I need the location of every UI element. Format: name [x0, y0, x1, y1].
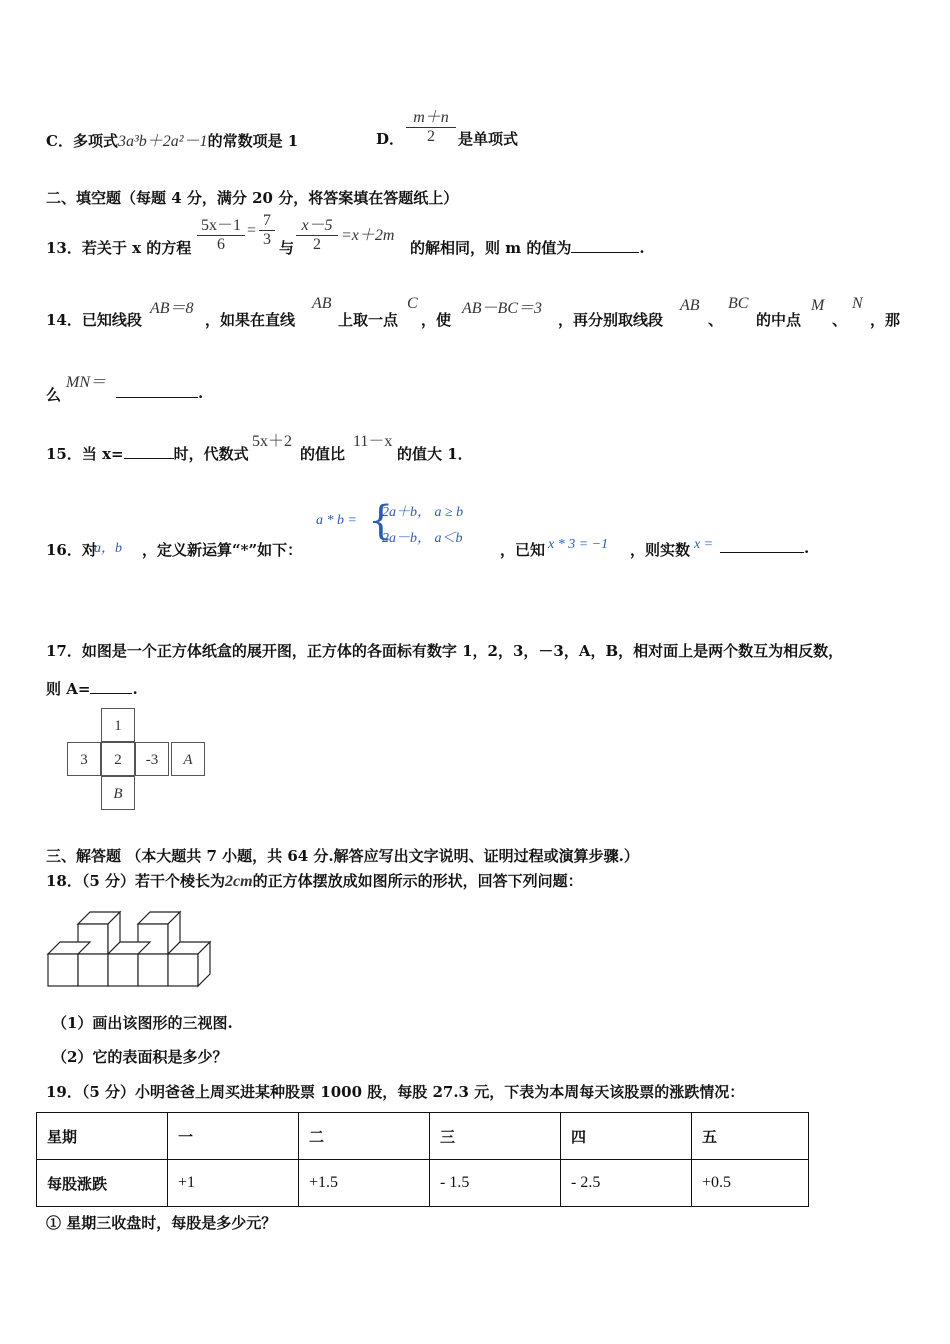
stock-change-table — [36, 1112, 809, 1207]
q16-m2: x * 3 = −1 — [548, 537, 609, 552]
section3-title: 三、解答题 （本大题共 7 小题，共 64 分.解答应写出文字说明、证明过程或演算步骤.） — [46, 847, 639, 865]
q14-m3: C — [407, 295, 418, 312]
q15-answer-blank[interactable] — [124, 458, 174, 459]
q13-prefix: 13．若关于 x 的方程 — [46, 239, 192, 257]
q18-p2: 的正方体摆放成如图所示的形状，回答下列问题： — [252, 872, 583, 890]
q14-m8: N — [852, 295, 863, 312]
q15-p4: 的值大 1． — [397, 445, 473, 463]
q14-p9: ，那 — [870, 311, 901, 329]
q17-line2end: . — [132, 680, 138, 698]
q16-answer-blank[interactable] — [720, 552, 804, 553]
q18-p1: 18．（5 分）若干个棱长为 — [46, 872, 226, 890]
q12-d-denominator: 2 — [427, 128, 435, 145]
q16-p1: 16．对 — [46, 541, 97, 559]
table-header-cell: 二 — [299, 1113, 430, 1160]
table-cell: - 2.5 — [561, 1160, 692, 1207]
q15-line — [46, 443, 249, 464]
q18-intro — [46, 870, 583, 891]
q13-f2-numerator: 7 — [259, 212, 275, 231]
table-cell: +1.5 — [299, 1160, 430, 1207]
q13-fraction-1 — [197, 212, 245, 254]
q14-p6: 、 — [708, 311, 724, 329]
net-cell-1: 3 — [67, 742, 101, 776]
q18-sub2: （2）它的表面积是多少？ — [52, 1048, 228, 1066]
table-header-cell: 三 — [430, 1113, 561, 1160]
q19-intro: 19．（5 分）小明爸爸上周买进某种股票 1000 股，每股 27.3 元，下表为本周每天该股票的涨跌情况： — [46, 1083, 745, 1101]
table-header-cell: 一 — [168, 1113, 299, 1160]
net-cell-bottom: B — [101, 776, 135, 810]
q14-l2end: . — [198, 384, 204, 402]
q12-c-expression: 3a³b＋2a²－1 — [117, 133, 208, 150]
q16-case1: 2a＋b， a ≥ b — [382, 505, 464, 520]
q13-f2-denominator: 3 — [263, 231, 271, 248]
net-cell-4: A — [171, 742, 205, 776]
q14-m2: AB — [312, 295, 332, 312]
table-row — [37, 1160, 809, 1207]
net-cell-2: 2 — [101, 742, 135, 776]
q13-f3-numerator: x－5 — [296, 212, 338, 236]
q14-m5: AB — [680, 297, 700, 314]
q14-answer-blank[interactable] — [116, 397, 198, 398]
q14-p3: 上取一点 — [338, 311, 399, 329]
q18-m1: 2cm — [225, 873, 253, 890]
q13-suffix-line — [410, 237, 645, 258]
table-cell: +0.5 — [692, 1160, 809, 1207]
q18-sub1: （1）画出该图形的三视图. — [52, 1014, 233, 1032]
cube-net-figure — [67, 706, 209, 812]
q16-m1: a，b — [94, 541, 122, 556]
q13-end: . — [639, 239, 645, 257]
q13-f1-denominator: 6 — [217, 236, 225, 253]
q13-f1-numerator: 5x－1 — [197, 212, 245, 236]
q12-option-c — [46, 128, 298, 151]
q15-p2: 时，代数式 — [173, 445, 249, 463]
q14-line2-tail — [116, 384, 203, 402]
q12-d-tail: 是单项式 — [458, 130, 519, 148]
q16-brace-icon: { — [368, 498, 394, 544]
q14-p2: ，如果在直线 — [205, 311, 296, 329]
q15-p3: 的值比 — [300, 445, 346, 463]
q12-c-tail: 的常数项是 1 — [207, 132, 299, 150]
q14-p1: 14．已知线段 — [46, 311, 142, 329]
q16-p2: ，定义新运算“*”如下： — [142, 541, 303, 559]
q16-p4: ，则实数 — [630, 541, 691, 559]
q14-p5: ，再分别取线段 — [558, 311, 664, 329]
table-cell: - 1.5 — [430, 1160, 561, 1207]
q12-d-fraction — [406, 104, 456, 146]
q14-l2a: 么 — [46, 386, 62, 404]
q13-equals: = — [247, 222, 257, 239]
q13-answer-blank[interactable] — [571, 252, 639, 253]
q15-m2: 11－x — [353, 433, 393, 450]
q14-m4: AB－BC＝3 — [462, 300, 542, 317]
table-header-row — [37, 1113, 809, 1160]
q14-p4: ，使 — [421, 311, 452, 329]
q13-rhs: =x＋2m — [341, 227, 395, 244]
q12-c-label: C．多项式 — [46, 132, 118, 150]
net-cell-3: -3 — [135, 742, 169, 776]
q12-d-numerator: m＋n — [406, 104, 456, 128]
q17-line2 — [46, 678, 138, 699]
table-cell: +1 — [168, 1160, 299, 1207]
q13-fraction-3 — [296, 212, 338, 254]
q15-m1: 5x＋2 — [252, 433, 293, 450]
q17-line1: 17．如图是一个正方体纸盒的展开图，正方体的各面标有数字 1，2，3，－3，A，B，相对面上是两个数互为相反数， — [46, 642, 844, 660]
q19-sub1: ① 星期三收盘时，每股是多少元？ — [46, 1214, 277, 1232]
q16-p3: ，已知 — [500, 541, 546, 559]
q14-l2m: MN＝ — [66, 374, 107, 391]
q13-suffix: 的解相同，则 m 的值为 — [410, 239, 572, 257]
cube-stack-figure — [44, 902, 220, 992]
table-header-cell: 四 — [561, 1113, 692, 1160]
q13-fraction-2 — [259, 212, 275, 249]
q14-m1: AB＝8 — [150, 300, 194, 317]
net-cell-top: 1 — [101, 708, 135, 742]
q17-answer-blank[interactable] — [90, 693, 132, 694]
q14-m7: M — [811, 297, 825, 314]
q14-m6: BC — [728, 295, 749, 312]
q17-line2a: 则 A= — [46, 680, 91, 698]
q12-d-label: D． — [376, 130, 405, 148]
table-header-cell: 星期 — [37, 1113, 168, 1160]
q16-def-lhs: a * b = — [316, 513, 357, 528]
q13-f3-denominator: 2 — [313, 236, 321, 253]
table-cell: 每股涨跌 — [37, 1160, 168, 1207]
q16-m3: x = — [694, 537, 714, 552]
q16-end: . — [804, 539, 810, 557]
q16-tail — [720, 539, 809, 557]
q13-and: 与 — [279, 239, 295, 257]
q14-p8: 、 — [832, 311, 848, 329]
table-header-cell: 五 — [692, 1113, 809, 1160]
q15-p1: 15．当 x= — [46, 445, 124, 463]
q14-p7: 的中点 — [756, 311, 802, 329]
section2-title: 二、填空题（每题 4 分，满分 20 分，将答案填在答题纸上） — [46, 189, 459, 207]
q16-case2: 2a－b， a＜b — [382, 531, 463, 546]
